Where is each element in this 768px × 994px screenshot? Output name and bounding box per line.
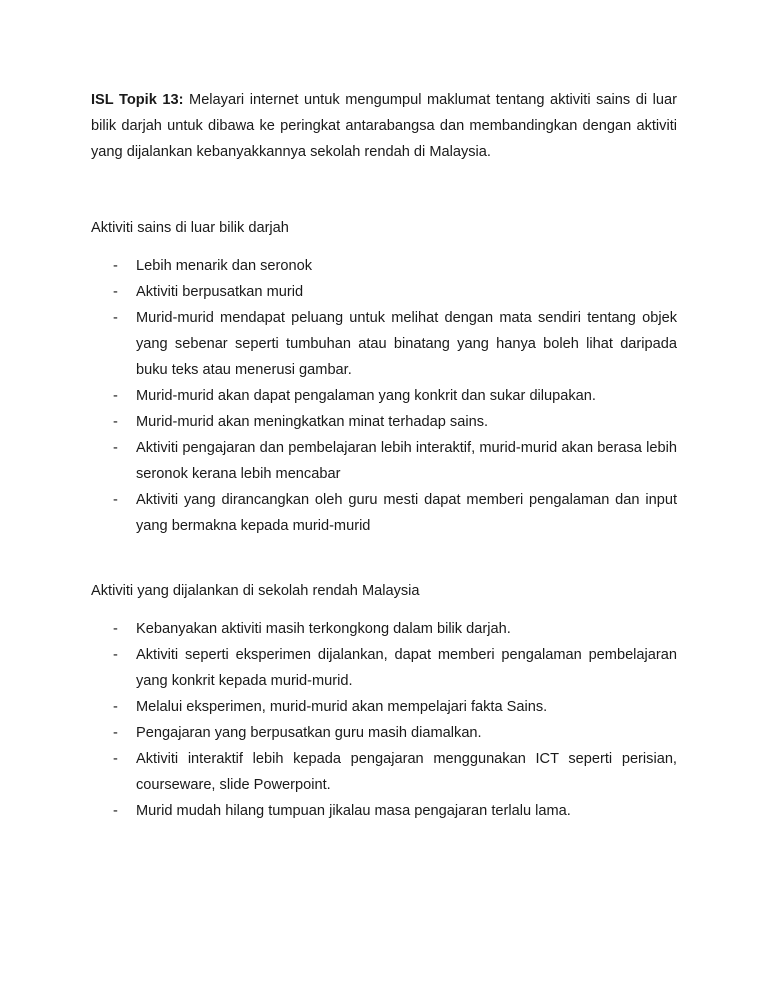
list-item-text: Melalui eksperimen, murid-murid akan mempelajari fakta Sains. <box>136 699 548 715</box>
bullet-dash: - <box>113 440 118 456</box>
bullet-dash: - <box>113 621 118 637</box>
list-item <box>0 720 677 746</box>
list-item-text: Pengajaran yang berpusatkan guru masih diamalkan. <box>136 725 482 741</box>
list-item <box>0 279 677 305</box>
list-item <box>0 409 677 435</box>
list-item-text: Murid mudah hilang tumpuan jikalau masa pengajaran terlalu lama. <box>136 803 571 819</box>
list-item-text: Aktiviti yang dirancangkan oleh guru mesti dapat memberi pengalaman dan input yang bermakna kepada murid-murid <box>136 492 677 534</box>
bullet-dash: - <box>113 388 118 404</box>
list-item <box>0 305 677 383</box>
list-item <box>0 487 677 539</box>
list-item <box>0 253 677 279</box>
section-heading: Aktiviti yang dijalankan di sekolah rendah Malaysia <box>91 583 420 599</box>
intro-text: Melayari internet untuk mengumpul maklumat tentang aktiviti sains di luar bilik darjah untuk dibawa ke peringkat antarabangsa dan membandingkan dengan aktiviti yang dijalankan kebanyakkannya sekolah rendah di Malaysia. <box>91 92 677 160</box>
bullet-dash: - <box>113 310 118 326</box>
list-item-text: Aktiviti seperti eksperimen dijalankan, dapat memberi pengalaman pembelajaran yang konkrit kepada murid-murid. <box>136 647 677 689</box>
bullet-dash: - <box>113 725 118 741</box>
bullet-dash: - <box>113 414 118 430</box>
list-item-text: Kebanyakan aktiviti masih terkongkong dalam bilik darjah. <box>136 621 511 637</box>
bullet-dash: - <box>113 751 118 767</box>
bullet-dash: - <box>113 284 118 300</box>
bullet-dash: - <box>113 699 118 715</box>
section-heading: Aktiviti sains di luar bilik darjah <box>91 220 289 236</box>
list-item <box>0 435 677 487</box>
bullet-dash: - <box>113 647 118 663</box>
list-item <box>0 642 677 694</box>
bullet-dash: - <box>113 803 118 819</box>
list-item-text: Lebih menarik dan seronok <box>136 258 313 274</box>
list-item <box>0 383 677 409</box>
bullet-list <box>0 253 768 539</box>
list-item-text: Aktiviti pengajaran dan pembelajaran lebih interaktif, murid-murid akan berasa lebih seronok kerana lebih mencabar <box>136 440 677 482</box>
bullet-dash: - <box>113 258 118 274</box>
list-item <box>0 746 677 798</box>
bullet-list <box>0 616 768 824</box>
list-item <box>0 798 677 824</box>
list-item-text: Murid-murid akan dapat pengalaman yang konkrit dan sukar dilupakan. <box>136 388 596 404</box>
bullet-dash: - <box>113 492 118 508</box>
topic-label: ISL Topik 13: <box>91 92 184 108</box>
list-item-text: Murid-murid mendapat peluang untuk melihat dengan mata sendiri tentang objek yang sebenar seperti tumbuhan atau binatang yang hanya boleh lihat daripada buku teks atau menerusi gambar. <box>136 310 677 378</box>
list-item <box>0 616 677 642</box>
list-item-text: Aktiviti interaktif lebih kepada pengajaran menggunakan ICT seperti perisian, courseware, slide Powerpoint. <box>136 751 677 793</box>
list-item-text: Murid-murid akan meningkatkan minat terhadap sains. <box>136 414 489 430</box>
intro-paragraph <box>91 87 677 165</box>
list-item-text: Aktiviti berpusatkan murid <box>136 284 304 300</box>
list-item <box>0 694 677 720</box>
